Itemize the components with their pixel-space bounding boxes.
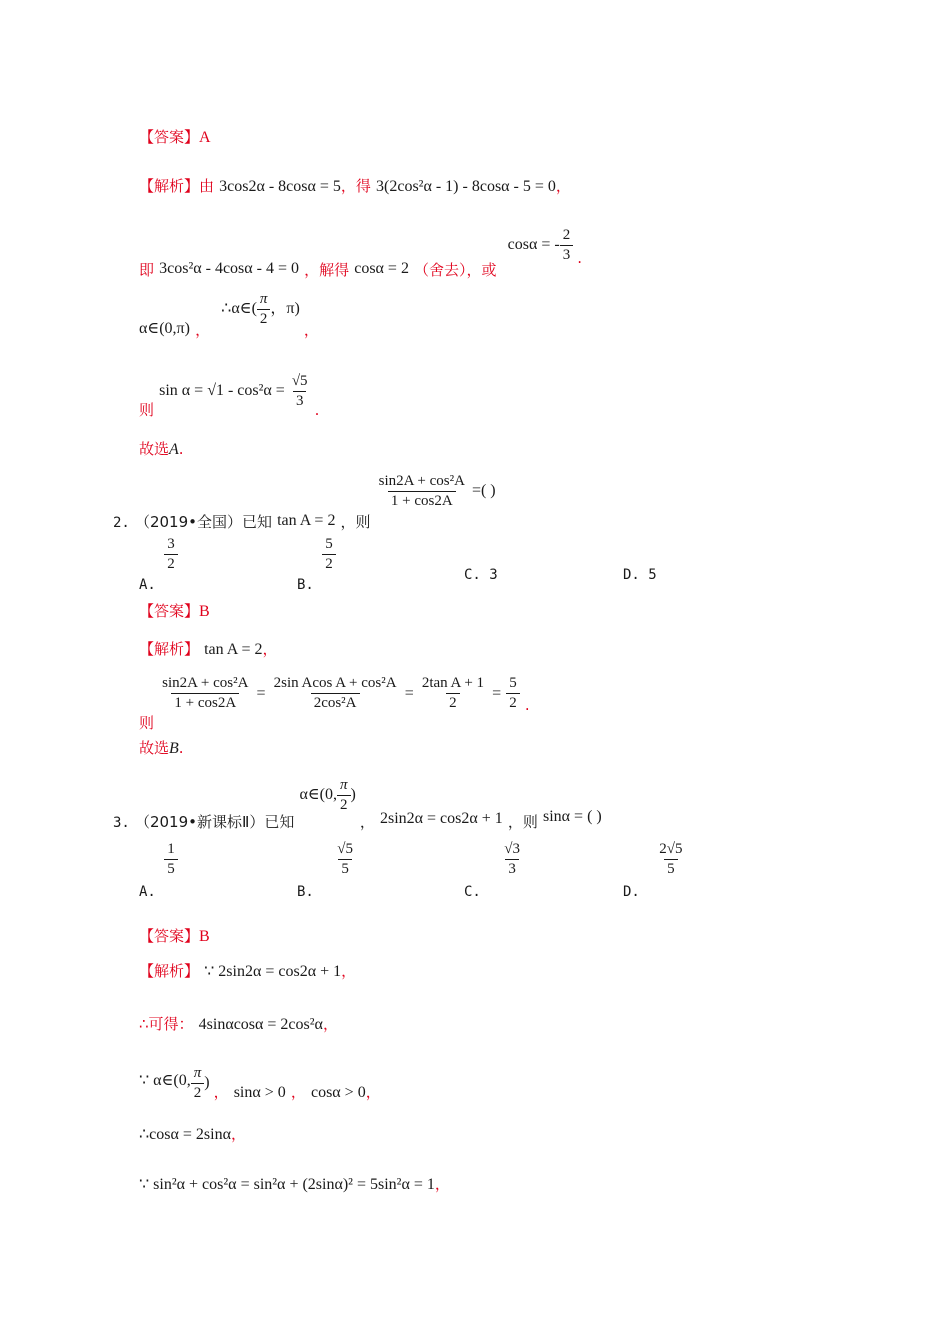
solve-line: 即 3cos²α - 4cosα - 4 = 0 ，解得 cosα = 2 （舍去），或 cosα = - $\frac{2}{3}$ . [139, 227, 582, 280]
domain-line: α∈(0,π) ， ∴α∈( $\frac{\pi}{2}$ ，π) ， [139, 291, 319, 340]
domain-expr: α∈(0,π) [139, 320, 190, 338]
identity-eq-3: ∵ sin²α + cos²α = sin²α + (2sinα)² = 5sin²α = 1 [139, 1176, 435, 1193]
domain-3: α∈(0, $\frac{\pi}{2}$ ) [299, 777, 356, 813]
answer-value-1: A [199, 129, 211, 146]
sin-line: 则 sin α = √1 - cos²α = $\frac{√5}{3}$ . [139, 373, 320, 420]
analysis-label-3: 【解析】 [139, 962, 200, 980]
question-3: 3. （2019•新课标Ⅱ）已知 α∈(0, $\frac{\pi}{2}$ ) ， 2sin2α = cos2α + 1 ，则 sinα = ( ) [113, 777, 602, 832]
analysis-line-2: 【解析】 tan A = 2， [139, 640, 278, 658]
question-2: 2. （2019•全国）已知 tan A = 2 ，则 $\frac{\text{sin2A + cos²A}}{1 + \cos 2A}$ =( ) [113, 473, 496, 532]
analysis-label-1: 【解析】 [139, 177, 200, 195]
therefore-expr: ∴α∈( $\frac{\pi}{2}$ ，π) [221, 291, 300, 327]
equation-1: 3cos2α - 8cosα = 5 [219, 178, 341, 195]
derive-eq-3: 4sinαcosα = 2cos²α [198, 1016, 323, 1033]
solve-text: ，解得 [304, 261, 350, 280]
ask-3: sinα = ( ) [542, 808, 602, 826]
analysis-line-3: 【解析】 ∵ 2sin2α = cos2α + 1， [139, 962, 357, 980]
equation-3: 3cos²α - 4cosα - 4 = 0 [159, 260, 300, 278]
answer-value-2: B [199, 603, 210, 620]
choose-line-1: 故选A. [139, 440, 184, 458]
answer-label-2: 【答案】B [139, 602, 210, 620]
answer-blank-2: =( ) [471, 482, 496, 500]
discard-text: （舍去），或 [414, 261, 497, 280]
domain-expr-3: ∵ α∈(0, $\frac{\pi}{2}$ ) [139, 1065, 210, 1101]
comma: ， [555, 177, 571, 195]
question-frac-2: $\frac{\text{sin2A + cos²A}}{1 + \cos 2A}$ [378, 473, 465, 509]
question-number-2: 2. [113, 515, 130, 532]
equation-2: 3(2cos²α - 1) - 8cosα - 5 = 0 [376, 178, 556, 195]
question-source-2: （2019•全国）已知 [134, 513, 272, 532]
analysis-prefix: 由 [199, 177, 215, 195]
analysis-line-1 [139, 178, 571, 195]
option-3b: B. $\frac{√5}{5}$ [297, 841, 354, 900]
relation-line-3: ∴cosα = 2sinα， [139, 1125, 246, 1143]
option-2b: B. $\frac{5}{2}$ [297, 537, 336, 572]
separator-text: ，得 [340, 177, 371, 195]
answer-value-3: B [199, 928, 210, 945]
answer-label-3: 【答案】B [139, 927, 210, 945]
option-2d: D. 5 [623, 567, 657, 583]
analysis-label-2: 【解析】 [139, 640, 200, 658]
identity-line-3: ∵ sin²α + cos²α = sin²α + (2sinα)² = 5sin²α = 1， [139, 1175, 450, 1193]
sin-positive: sinα > 0 [233, 1084, 286, 1102]
sin-expr: sin α = √1 - cos²α = $\frac{√5}{3}$ [159, 373, 308, 409]
question-source-3: （2019•新课标Ⅱ）已知 [134, 813, 295, 832]
question-number-3: 3. [113, 815, 130, 832]
then-label: 则 [139, 401, 155, 420]
choose-line-2: 故选B. [139, 739, 184, 757]
sign-line-3: ∵ α∈(0, $\frac{\pi}{2}$ ) ， sinα > 0 ， cosα > 0， [139, 1065, 381, 1102]
equation-5: cosα = - $\frac{2}{3}$ [508, 236, 578, 253]
given-2: tan A = 2 [277, 512, 336, 530]
derive-line-3: ∴可得： 4sinαcosα = 2cos²α， [139, 1015, 338, 1033]
condition-3: 2sin2α = cos2α + 1 [379, 810, 503, 828]
option-3c: C. $\frac{√3}{3}$ [464, 841, 521, 900]
option-3d: D. $\frac{2√5}{5}$ [623, 841, 683, 900]
relation-eq-3: ∴cosα = 2sinα [139, 1126, 231, 1143]
analysis-eq-3: ∵ 2sin2α = cos2α + 1 [204, 963, 342, 980]
option-3a: A. $\frac{1}{5}$ [139, 842, 178, 877]
pick-2: B [169, 740, 179, 757]
answer-label-1: 【答案】A [139, 128, 211, 146]
option-2a: A. $\frac{3}{2}$ [139, 537, 178, 572]
option-2c: C. 3 [464, 567, 498, 583]
derivation-2: 则 $\frac{\text{sin2A + cos²A}}{1 + \cos 2A}$ = $\frac{\text{2sin Acos A + cos²A}}{\text{2cos²A}}$ = $\frac{\text{2tan A + 1}}{2}$ = $\frac{5}{2}$ . [139, 675, 530, 732]
cos-positive: cosα > 0 [310, 1084, 366, 1102]
equation-4: cosα = 2 [354, 260, 409, 278]
line-prefix: 即 [139, 261, 155, 280]
analysis-eq-2: tan A = 2 [204, 641, 263, 658]
pick-1: A [169, 441, 179, 458]
